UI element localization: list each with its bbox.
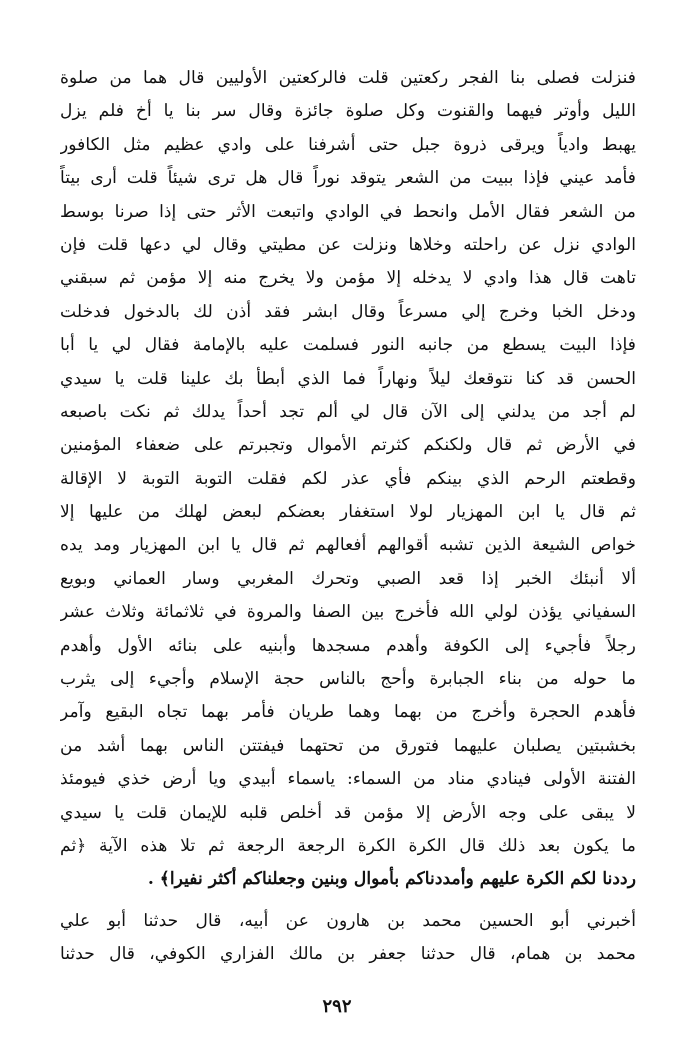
text-line: رجلاً فأجيء إلى الكوفة وأهدم مسجدها وأبنيه على بنائه الأول وأهدم <box>60 635 636 656</box>
quran-verse-line: رددنا لكم الكرة عليهم وأمددناكم بأموال وبنين وجعلناكم أكثر نفيرا﴾ . <box>147 869 636 890</box>
text-line: من الشعر فقال الأمل وانحط في الوادي واتبعت الأثر حتى إذا صرنا بوسط <box>60 201 636 222</box>
paragraph-2 <box>60 905 636 972</box>
text-line: ثم قال يا ابن المهزيار لولا استغفار بعضكم لبعض لهلك من عليها إلا <box>60 502 636 523</box>
text-line: خواص الشيعة الذين تشبه أقوالهم أفعالهم ثم قال يا ابن المهزيار ومد يده <box>60 535 636 556</box>
text-line: أخبرني أبو الحسين محمد بن هارون عن أبيه، قال حدثنا أبو علي <box>60 910 636 931</box>
paragraph-1 <box>60 62 636 897</box>
page-number: ٢٩٢ <box>322 996 352 1017</box>
text-line: الليل وأوتر فيهما والقنوت وكل صلوة جائزة وقال سر بنا يا أخ فلم يزل <box>60 101 636 122</box>
text-line: الحسن قد كنا نتوقعك ليلاً ونهاراً فما الذي أبطأ بك علينا قلت يا سيدي <box>60 368 636 389</box>
text-line: تاهت قال هذا وادي لا يدخله إلا مؤمن ولا يخرج منه إلا مؤمن ثم سبقني <box>60 268 636 289</box>
text-line: ما يكون بعد ذلك قال الكرة الكرة الرجعة الرجعة ثم تلا هذه الآية ﴿ثم <box>60 835 636 856</box>
paragraph-gap <box>60 897 636 905</box>
text-line: وقطعتم الرحم الذي بينكم فأي عذر لكم فقلت التوبة التوبة لا الإقالة <box>60 468 636 489</box>
text-line: فنزلت فصلى بنا الفجر ركعتين قلت فالركعتين الأوليين قال هما من صلوة <box>60 68 636 88</box>
text-line: فإذا البيت يسطع من جانبه النور فسلمت عليه بالإمامة فقال لي يا أبا <box>60 335 636 356</box>
text-line: فأمد عيني فإذا ببيت من الشعر يتوقد نوراً قال هل ترى شيئاً قلت أرى بيتاً <box>60 168 636 189</box>
text-line: بخشبتين يصلبان عليهما فتورق من تحتهما فيفتتن الناس بهما أشد من <box>60 735 636 756</box>
text-line: السفياني يؤذن لولي الله فأخرج بين الصفا والمروة في ثلاثمائة وثلاث عشر <box>60 602 636 623</box>
text-line: في الأرض ثم قال ولكنكم كثرتم الأموال وتجبرتم على ضعفاء المؤمنين <box>60 435 636 456</box>
text-line: فأهدم الحجرة وأخرج من بهما وهما طريان فأمر بهما تجاه البقيع وآمر <box>60 702 636 723</box>
text-line: ودخل الخبا وخرج إلي مسرعاً وقال ابشر فقد أذن لك بالدخول فدخلت <box>60 301 636 322</box>
text-line: محمد بن همام، قال حدثنا جعفر بن مالك الفزاري الكوفي، قال حدثنا <box>60 944 636 965</box>
text-line: لم أجد من يدلني إلى الآن قال لي ألم تجد أحداً يدلك ثم نكت باصبعه <box>60 401 636 422</box>
text-line: الوادي نزل عن راحلته وخلاها ونزلت عن مطيتي وقال لي دعها قلت فإن <box>60 234 636 255</box>
text-line: يهبط وادياً ويرقى ذروة جبل حتى أشرفنا على وادي عظيم مثل الكافور <box>60 134 636 155</box>
body-text <box>60 62 636 972</box>
text-line: الفتنة الأولى فينادي مناد من السماء: ياسماء أبيدي ويا أرض خذي فيومئذ <box>60 769 636 790</box>
text-line: ما حوله من بناء الجبابرة وأحج بالناس حجة الإسلام وأجيء إلى يثرب <box>60 669 636 690</box>
text-line: لا يبقى على وجه الأرض إلا مؤمن قد أخلص قلبه للإيمان قلت يا سيدي <box>60 802 636 823</box>
text-line: ألا أنبئك الخبر إذا قعد الصبي وتحرك المغربي وسار العماني وبويع <box>60 568 636 589</box>
